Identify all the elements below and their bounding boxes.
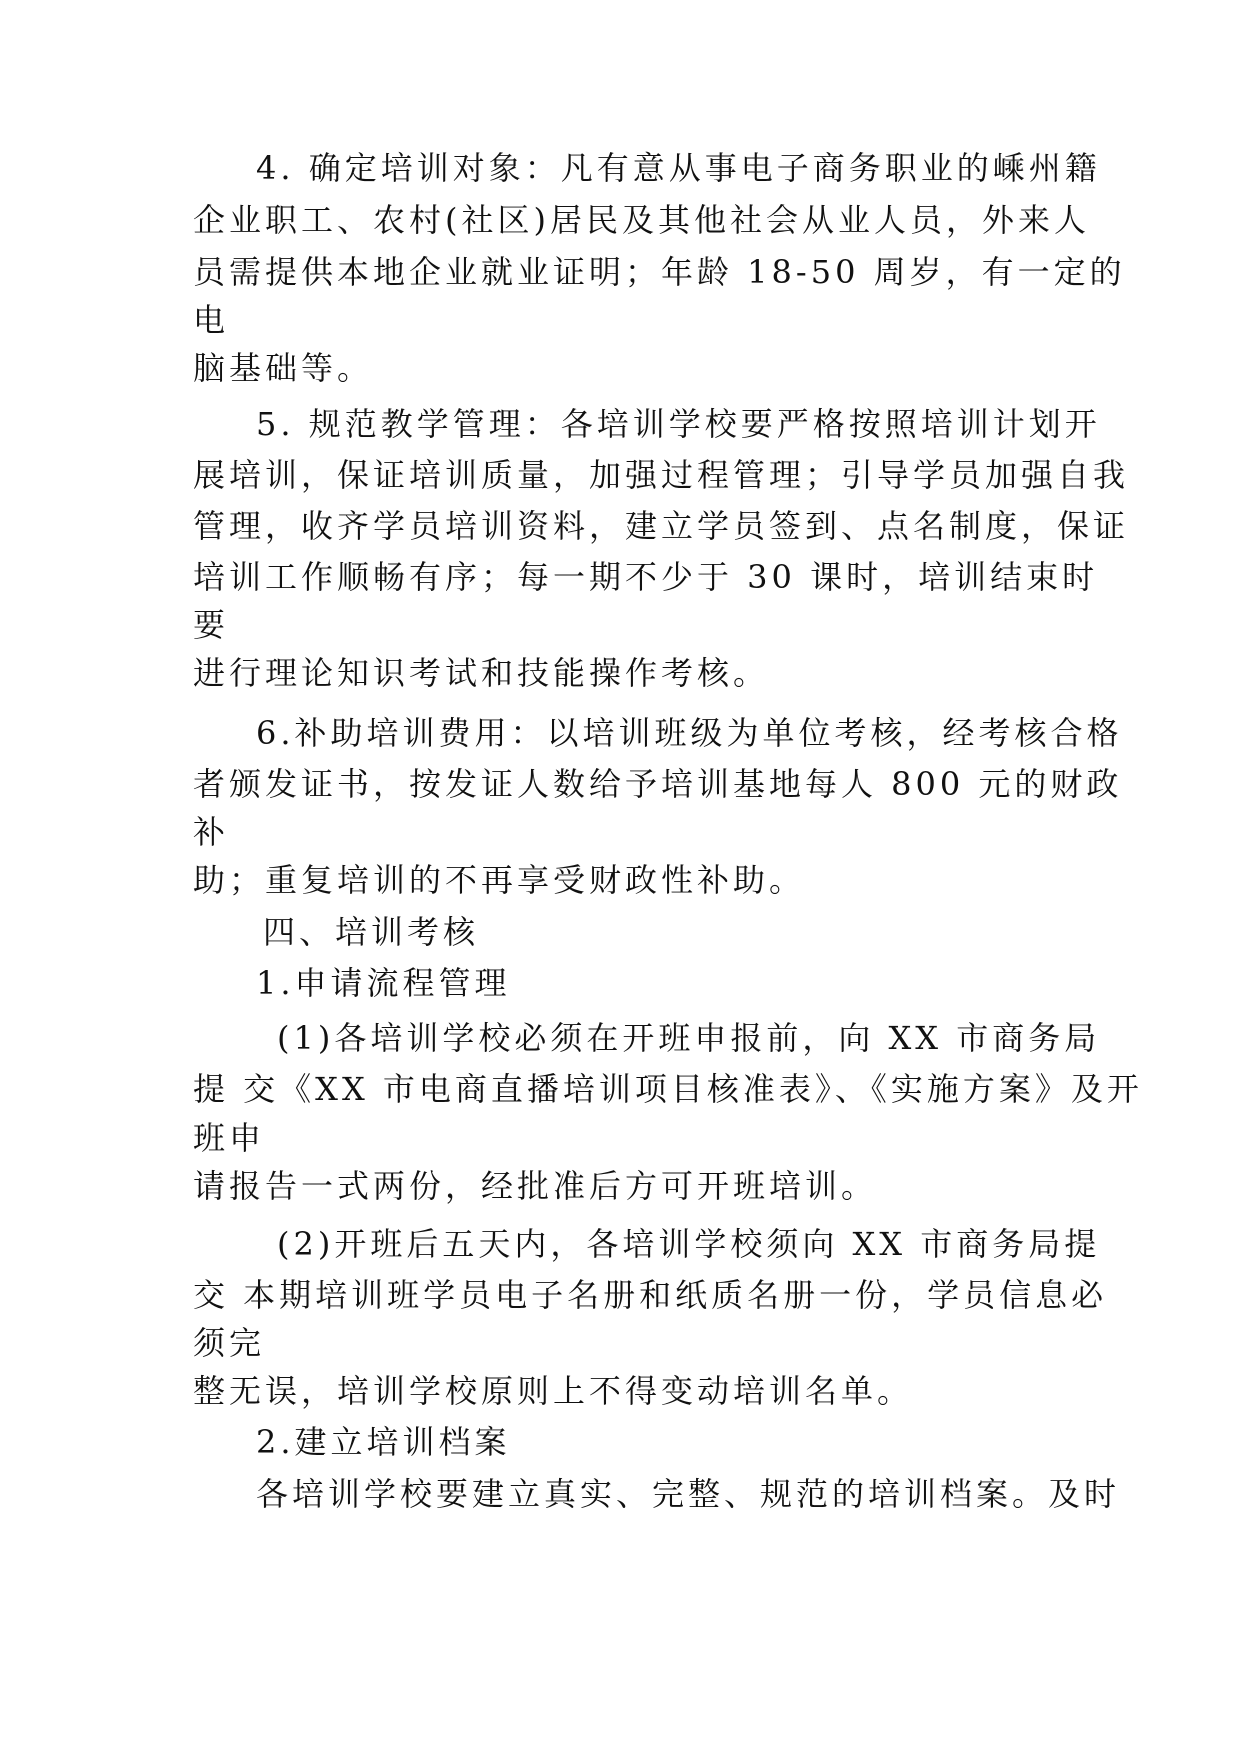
item-1-line-1: (1)各培训学校必须在开班申报前，向 XX 市商务局 [277,1019,1101,1057]
paragraph-archive-line-1: 各培训学校要建立真实、完整、规范的培训档案。及时 [256,1475,1121,1513]
paragraph-4-line-4: 电 [193,301,230,339]
paragraph-6-line-4: 助；重复培训的不再享受财政性补助。 [193,861,806,899]
subsection-heading-2: 2.建立培训档案 [256,1423,511,1461]
paragraph-6-line-1: 6.补助培训费用：以培训班级为单位考核，经考核合格 [256,714,1123,752]
item-1-line-4: 请报告一式两份，经批准后方可开班培训。 [193,1167,878,1205]
item-1-line-3: 班申 [193,1119,266,1157]
paragraph-5-line-1: 5. 规范教学管理：各培训学校要严格按照培训计划开 [256,405,1101,443]
paragraph-5-line-3: 管理，收齐学员培训资料，建立学员签到、点名制度，保证 [193,507,1130,545]
paragraph-6-line-2: 者颁发证书，按发证人数给予培训基地每人 800 元的财政 [193,765,1123,803]
item-2-line-2: 交 本期培训班学员电子名册和纸质名册一份，学员信息必 [193,1276,1108,1314]
subsection-heading-1: 1.申请流程管理 [256,964,511,1002]
paragraph-5-line-5: 要 [193,606,230,644]
item-2-line-1: (2)开班后五天内，各培训学校须向 XX 市商务局提 [277,1225,1101,1263]
item-1-line-2: 提 交《XX 市电商直播培训项目核准表》、《实施方案》及开 [193,1070,1143,1108]
paragraph-4-line-5: 脑基础等。 [193,349,374,387]
section-heading-4: 四、培训考核 [263,913,480,951]
paragraph-5-line-4: 培训工作顺畅有序；每一期不少于 30 课时，培训结束时 [193,558,1099,596]
item-2-line-3: 须完 [193,1324,266,1362]
item-2-line-4: 整无误，培训学校原则上不得变动培训名单。 [193,1372,914,1410]
paragraph-4-line-3: 员需提供本地企业就业证明；年龄 18-50 周岁，有一定的 [193,253,1126,291]
paragraph-4-line-1: 4. 确定培训对象：凡有意从事电子商务职业的嵊州籍 [256,149,1101,187]
paragraph-5-line-6: 进行理论知识考试和技能操作考核。 [193,654,770,692]
paragraph-6-line-3: 补 [193,813,230,851]
paragraph-4-line-2: 企业职工、农村(社区)居民及其他社会从业人员，外来人 [193,201,1090,239]
paragraph-5-line-2: 展培训，保证培训质量，加强过程管理；引导学员加强自我 [193,456,1130,494]
